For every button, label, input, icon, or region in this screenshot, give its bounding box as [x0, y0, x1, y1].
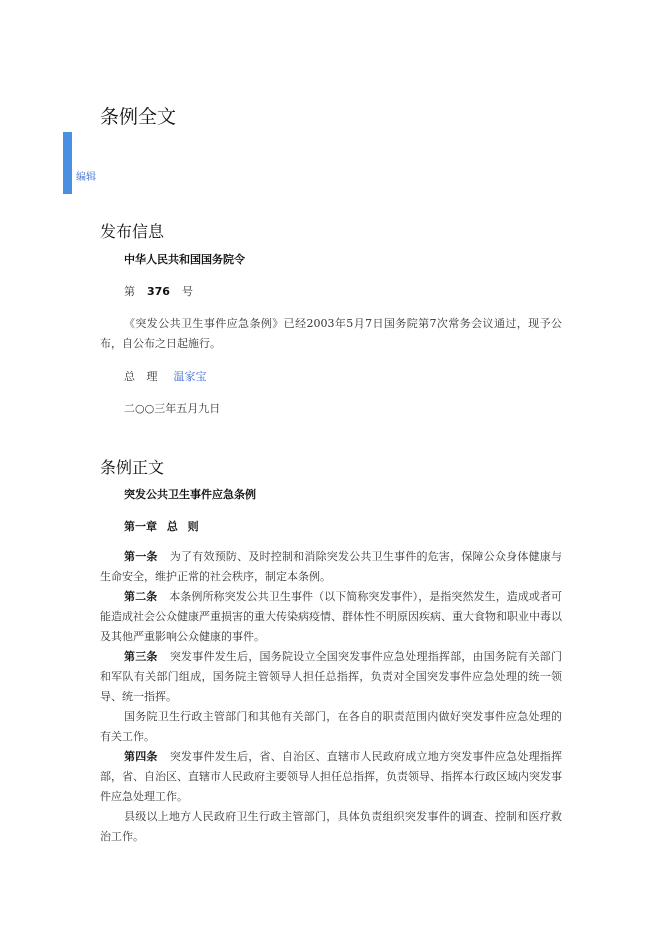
regulation-title: 突发公共卫生事件应急条例 — [124, 488, 256, 501]
article-2-text: 本条例所称突发公共卫生事件（以下简称突发事件），是指突然发生，造成或者可能造成社会公众健康严重损害的重大传染病疫情、群体性不明原因疾病、重大食物和职业中毒以及其他严重影响公众健康的事件。 — [100, 590, 563, 643]
article-3-label: 第三条 — [124, 650, 158, 663]
article-4-text: 突发事件发生后，省、自治区、直辖市人民政府成立地方突发事件应急处理指挥部，省、自治区、直辖市人民政府主要领导人担任总指挥，负责领导、指挥本行政区域内突发事件应急处理工作。 — [100, 750, 563, 803]
article-2 — [100, 587, 562, 647]
article-1 — [100, 547, 562, 587]
section-title-full-text: 条例全文 — [100, 106, 177, 128]
edit-bar — [63, 132, 72, 194]
edit-link[interactable]: 编辑 — [76, 172, 96, 183]
decree-number — [124, 283, 193, 299]
premier-name-link[interactable]: 温家宝 — [173, 370, 207, 383]
decree-title: 中华人民共和国国务院令 — [124, 253, 245, 266]
article-3 — [100, 647, 562, 707]
premier-line — [124, 368, 207, 384]
section-title-body: 条例正文 — [100, 458, 165, 477]
decree-number-suffix: 号 — [181, 285, 193, 298]
chapter-title: 第一章 总 则 — [124, 520, 199, 533]
article-4-label: 第四条 — [124, 750, 158, 763]
article-3-text: 突发事件发生后，国务院设立全国突发事件应急处理指挥部，由国务院有关部门和军队有关部门组成，国务院主管领导人担任总指挥，负责对全国突发事件应急处理的统一领导、统一指挥。 — [100, 650, 563, 703]
article-1-label: 第一条 — [124, 550, 158, 563]
release-date: 二○○三年五月九日 — [124, 402, 221, 415]
article-3-paragraph-2-text: 国务院卫生行政主管部门和其他有关部门，在各自的职责范围内做好突发事件应急处理的有关工作。 — [100, 710, 562, 743]
announcement-paragraph: 《突发公共卫生事件应急条例》已经2003年5月7日国务院第7次常务会议通过，现予公布，自公布之日起施行。 — [100, 317, 562, 350]
section-title-release: 发布信息 — [100, 222, 165, 241]
article-4 — [100, 747, 562, 807]
article-4-paragraph-2 — [100, 807, 562, 847]
article-4-paragraph-2-text: 县级以上地方人民政府卫生行政主管部门，具体负责组织突发事件的调查、控制和医疗救治工作。 — [100, 810, 562, 843]
article-2-label: 第二条 — [124, 590, 158, 603]
decree-number-prefix: 第 — [124, 285, 135, 298]
decree-number-value: 376 — [147, 285, 170, 298]
premier-label: 总 理 — [124, 370, 162, 383]
article-3-paragraph-2 — [100, 707, 562, 747]
article-1-text: 为了有效预防、及时控制和消除突发公共卫生事件的危害，保障公众身体健康与生命安全，维护正常的社会秩序，制定本条例。 — [100, 550, 563, 583]
